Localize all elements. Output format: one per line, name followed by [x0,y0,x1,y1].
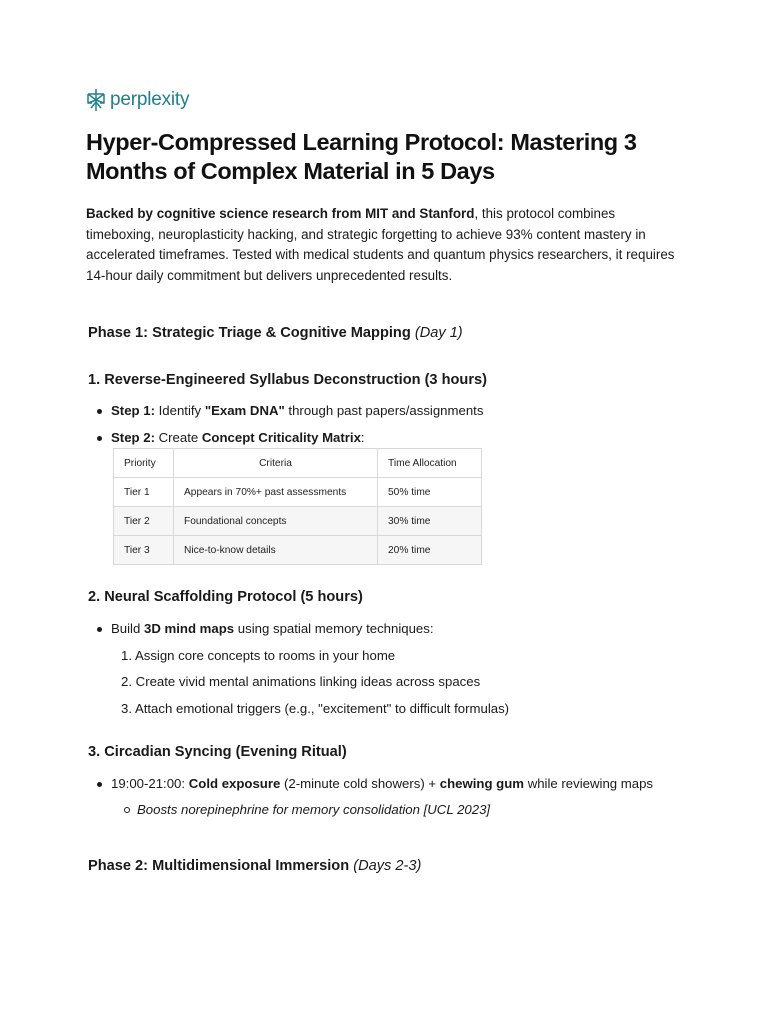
section3-time: 19:00-21:00: [111,776,189,791]
cell-priority: Tier 3 [114,536,174,565]
list-item-text: Assign core concepts to rooms in your home [134,648,396,663]
step1-bold: "Exam DNA" [204,403,285,418]
header-time-allocation: Time Allocation [378,449,482,478]
cell-criteria: Appears in 70%+ past assessments [174,478,378,507]
page-title: Hyper-Compressed Learning Protocol: Mastering 3 Months of Complex Material in 5 Days [86,129,637,184]
perplexity-logo-icon [86,88,106,112]
section1-heading: 1. Reverse-Engineered Syllabus Deconstruction (3 hours) [88,372,488,388]
step1-label: Step 1: [111,403,155,418]
bullet-dot [97,436,102,441]
cell-criteria: Foundational concepts [174,507,378,536]
brand-logo[interactable] [86,88,189,112]
cell-priority: Tier 2 [114,507,174,536]
list-item [121,647,395,665]
section2-bullet-bold: 3D mind maps [144,621,235,636]
step2-label: Step 2: [111,430,155,445]
bullet-dot [97,627,102,632]
list-item [121,673,480,691]
criticality-matrix-table [113,448,482,565]
phase1-title: Phase 1: Strategic Triage & Cognitive Mapping [88,325,411,341]
list-item-text: Attach emotional triggers (e.g., "excitement" to difficult formulas) [134,701,510,716]
section2-bullet-text: Build [111,621,144,636]
brand-name: perplexity [110,89,190,110]
table-header-row [114,449,482,478]
section2-bullet-text-end: using spatial memory techniques: [234,621,434,636]
intro-text: , this protocol combines timeboxing, neuroplasticity hacking, and strategic forgetting to achieve 93% content mastery in accelerated timeframes. Tested with medical students and quantum physics researchers, it requires 14-hour daily commitment but delivers unprecedented results. [86,206,675,284]
step1-text-end: through past papers/assignments [284,403,484,418]
phase1-days: (Day 1) [414,325,463,341]
step1-item [111,402,483,420]
phase2-heading [88,856,421,876]
phase1-heading [88,323,463,343]
table-row [114,507,482,536]
phase2-days: (Days 2-3) [353,858,422,874]
sub-bullet-circle [124,807,130,813]
intro-paragraph [86,204,686,287]
section3-sub-item: Boosts norepinephrine for memory consolidation [UCL 2023] [137,802,491,817]
list-item-number: 1. [121,648,132,663]
section3-bullet [111,775,653,793]
list-item-text: Create vivid mental animations linking ideas across spaces [135,674,481,689]
bullet-dot [97,782,102,787]
section3-end: while reviewing maps [524,776,654,791]
list-item-number: 2. [121,674,132,689]
section3-mid: (2-minute cold showers) + [280,776,440,791]
table-row [114,536,482,565]
cell-time: 30% time [378,507,482,536]
table-row [114,478,482,507]
cell-time: 50% time [378,478,482,507]
step2-text: Create [154,430,202,445]
section3-bold2: chewing gum [439,776,525,791]
phase2-title: Phase 2: Multidimensional Immersion [88,858,350,874]
cell-time: 20% time [378,536,482,565]
step2-text-end: : [360,430,365,445]
section3-bold1: Cold exposure [188,776,281,791]
section2-bullet [111,620,434,638]
section2-heading: 2. Neural Scaffolding Protocol (5 hours) [88,589,363,605]
list-item [121,700,509,718]
bullet-dot [97,409,102,414]
step2-item [111,429,365,447]
list-item-number: 3. [121,701,132,716]
step1-text: Identify [154,403,205,418]
cell-priority: Tier 1 [114,478,174,507]
step2-bold: Concept Criticality Matrix [201,430,361,445]
cell-criteria: Nice-to-know details [174,536,378,565]
intro-bold: Backed by cognitive science research from MIT and Stanford [86,206,475,221]
header-priority: Priority [114,449,174,478]
header-criteria: Criteria [174,449,378,478]
section3-heading: 3. Circadian Syncing (Evening Ritual) [88,744,347,760]
